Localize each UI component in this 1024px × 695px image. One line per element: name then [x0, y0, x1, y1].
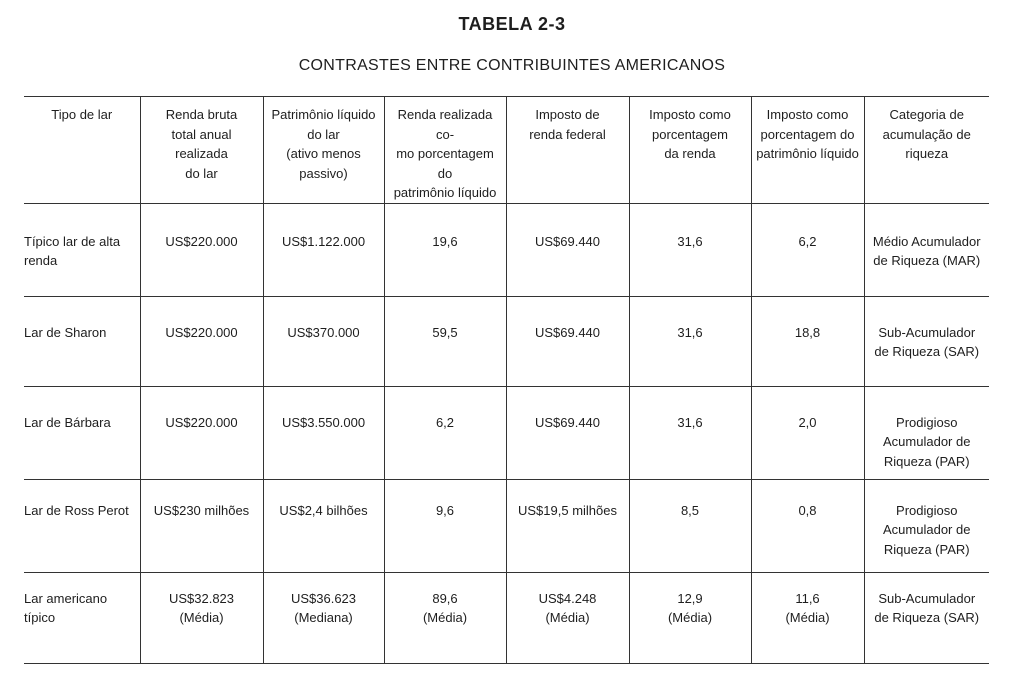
cell-household-type: Lar de Bárbara [24, 386, 140, 479]
cell-net-worth: US$2,4 bilhões [263, 479, 384, 572]
cell-tax-pct-net-worth: 11,6 (Média) [751, 572, 864, 663]
header-tax-pct-income: Imposto como porcentagem da renda [629, 97, 751, 204]
cell-gross-income: US$220.000 [140, 203, 263, 296]
cell-income-pct-net-worth: 19,6 [384, 203, 506, 296]
header-tax-pct-net-worth: Imposto como porcentagem do patrimônio líquido [751, 97, 864, 204]
cell-net-worth: US$1.122.000 [263, 203, 384, 296]
header-net-worth: Patrimônio líquido do lar (ativo menos passivo) [263, 97, 384, 204]
cell-net-worth: US$3.550.000 [263, 386, 384, 479]
table-row [24, 572, 989, 663]
cell-wealth-category: Sub-Acumulador de Riqueza (SAR) [864, 296, 989, 386]
table-row [24, 386, 989, 479]
cell-tax-pct-net-worth: 2,0 [751, 386, 864, 479]
cell-net-worth: US$370.000 [263, 296, 384, 386]
cell-wealth-category: Prodigioso Acumulador de Riqueza (PAR) [864, 386, 989, 479]
cell-wealth-category: Prodigioso Acumulador de Riqueza (PAR) [864, 479, 989, 572]
cell-tax-pct-net-worth: 18,8 [751, 296, 864, 386]
cell-household-type: Lar de Sharon [24, 296, 140, 386]
cell-tax-pct-net-worth: 0,8 [751, 479, 864, 572]
cell-gross-income: US$220.000 [140, 386, 263, 479]
cell-income-pct-net-worth: 89,6 (Média) [384, 572, 506, 663]
table-subtitle: CONTRASTES ENTRE CONTRIBUINTES AMERICANOS [298, 57, 726, 74]
header-row [24, 97, 989, 204]
table-header [24, 97, 989, 204]
cell-federal-tax: US$4.248 (Média) [506, 572, 629, 663]
header-federal-tax: Imposto de renda federal [506, 97, 629, 204]
cell-household-type: Lar americano típico [24, 572, 140, 663]
cell-tax-pct-income: 31,6 [629, 203, 751, 296]
cell-federal-tax: US$69.440 [506, 296, 629, 386]
table-row [24, 479, 989, 572]
table-row [24, 203, 989, 296]
cell-tax-pct-income: 31,6 [629, 386, 751, 479]
cell-net-worth: US$36.623 (Mediana) [263, 572, 384, 663]
cell-federal-tax: US$69.440 [506, 203, 629, 296]
header-income-pct-net-worth: Renda realizada co- mo porcentagem do patrimônio líquido [384, 97, 506, 204]
cell-gross-income: US$220.000 [140, 296, 263, 386]
cell-wealth-category: Sub-Acumulador de Riqueza (SAR) [864, 572, 989, 663]
header-gross-income: Renda bruta total anual realizada do lar [140, 97, 263, 204]
cell-gross-income: US$32.823 (Média) [140, 572, 263, 663]
cell-tax-pct-income: 31,6 [629, 296, 751, 386]
table-title: TABELA 2-3 [458, 14, 566, 34]
cell-income-pct-net-worth: 9,6 [384, 479, 506, 572]
table-row [24, 296, 989, 386]
cell-tax-pct-income: 12,9 (Média) [629, 572, 751, 663]
cell-tax-pct-net-worth: 6,2 [751, 203, 864, 296]
taxpayer-contrast-table [24, 96, 989, 664]
cell-household-type: Lar de Ross Perot [24, 479, 140, 572]
header-wealth-category: Categoria de acumulação de riqueza [864, 97, 989, 204]
cell-federal-tax: US$69.440 [506, 386, 629, 479]
cell-gross-income: US$230 milhões [140, 479, 263, 572]
cell-household-type: Típico lar de alta renda [24, 203, 140, 296]
cell-wealth-category: Médio Acumulador de Riqueza (MAR) [864, 203, 989, 296]
header-household-type: Tipo de lar [24, 97, 140, 204]
cell-income-pct-net-worth: 6,2 [384, 386, 506, 479]
cell-federal-tax: US$19,5 milhões [506, 479, 629, 572]
cell-income-pct-net-worth: 59,5 [384, 296, 506, 386]
table-body [24, 203, 989, 663]
cell-tax-pct-income: 8,5 [629, 479, 751, 572]
